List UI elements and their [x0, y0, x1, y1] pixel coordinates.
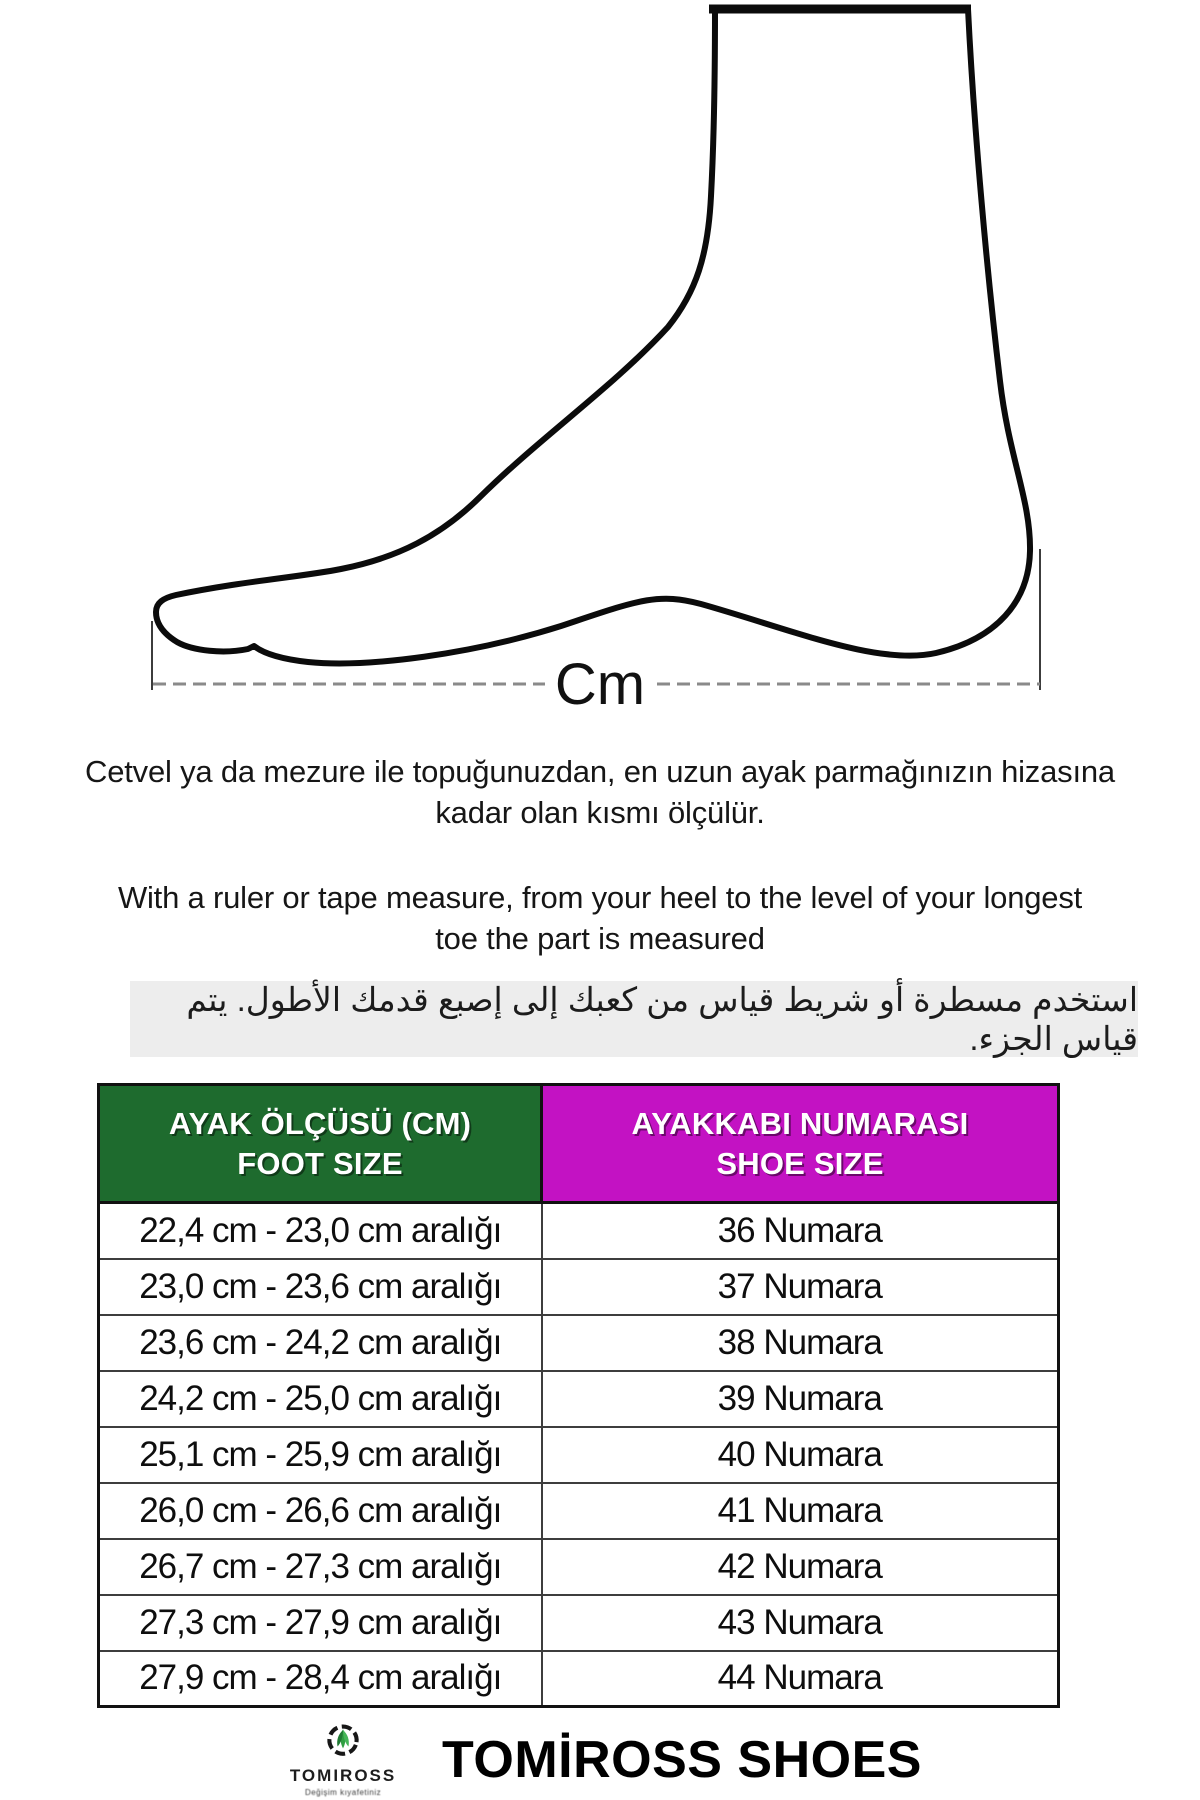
size-conversion-table [97, 1083, 1060, 1708]
foot-size-cell: 24,2 cm - 25,0 cm aralığı [99, 1371, 542, 1427]
shoe-size-header-line2: SHOE SIZE [716, 1145, 884, 1181]
shoe-size-cell: 42 Numara [542, 1539, 1059, 1595]
table-row [99, 1539, 1059, 1595]
shoe-size-cell: 41 Numara [542, 1483, 1059, 1539]
foot-size-cell: 25,1 cm - 25,9 cm aralığı [99, 1427, 542, 1483]
brand-tagline: Değişim kıyafetiniz [304, 1788, 382, 1797]
table-row [99, 1203, 1059, 1259]
table-header-row [99, 1085, 1059, 1203]
foot-size-header-line1: AYAK ÖLÇÜSÜ (CM) [168, 1105, 472, 1141]
instruction-arabic: استخدم مسطرة أو شريط قياس من كعبك إلى إصبع قدمك الأطول. يتم قياس الجزء. [130, 981, 1138, 1057]
instruction-english: With a ruler or tape measure, from your heel to the level of your longest toe the part is measured [117, 880, 1083, 956]
foot-size-cell: 23,0 cm - 23,6 cm aralığı [99, 1259, 542, 1315]
shoe-size-cell: 44 Numara [542, 1651, 1059, 1707]
foot-size-cell: 26,7 cm - 27,3 cm aralığı [99, 1539, 542, 1595]
foot-size-cell: 27,3 cm - 27,9 cm aralığı [99, 1595, 542, 1651]
brand-title: TOMİROSS SHOES [442, 1730, 922, 1789]
shoe-size-cell: 37 Numara [542, 1259, 1059, 1315]
table-row [99, 1371, 1059, 1427]
brand-name: TOMIROSS [289, 1766, 397, 1785]
table-row [99, 1651, 1059, 1707]
instruction-turkish: Cetvel ya da mezure ile topuğunuzdan, en uzun ayak parmağınızın hizasına kadar olan kısmı ölçülür. [85, 754, 1115, 830]
table-row [99, 1595, 1059, 1651]
foot-size-cell: 23,6 cm - 24,2 cm aralığı [99, 1315, 542, 1371]
shoe-size-cell: 43 Numara [542, 1595, 1059, 1651]
shoe-size-cell: 39 Numara [542, 1371, 1059, 1427]
foot-size-header [99, 1085, 542, 1203]
cm-label: Cm [554, 652, 646, 715]
table-row [99, 1483, 1059, 1539]
foot-size-cell: 27,9 cm - 28,4 cm aralığı [99, 1651, 542, 1707]
shoe-size-cell: 40 Numara [542, 1427, 1059, 1483]
foot-size-cell: 22,4 cm - 23,0 cm aralığı [99, 1203, 542, 1259]
leaf-logo-icon [320, 1722, 366, 1762]
foot-outline [156, 9, 1030, 663]
shoe-size-header-line1: AYAKKABI NUMARASI [631, 1105, 969, 1141]
foot-size-cell: 26,0 cm - 26,6 cm aralığı [99, 1483, 542, 1539]
table-row [99, 1315, 1059, 1371]
foot-size-header-line2: FOOT SIZE [237, 1145, 403, 1181]
shoe-size-header [542, 1085, 1059, 1203]
footer [0, 1722, 1200, 1797]
table-row [99, 1427, 1059, 1483]
shoe-size-cell: 36 Numara [542, 1203, 1059, 1259]
shoe-size-cell: 38 Numara [542, 1315, 1059, 1371]
brand-logo [278, 1722, 408, 1797]
foot-measurement-diagram [0, 0, 1200, 715]
table-row [99, 1259, 1059, 1315]
